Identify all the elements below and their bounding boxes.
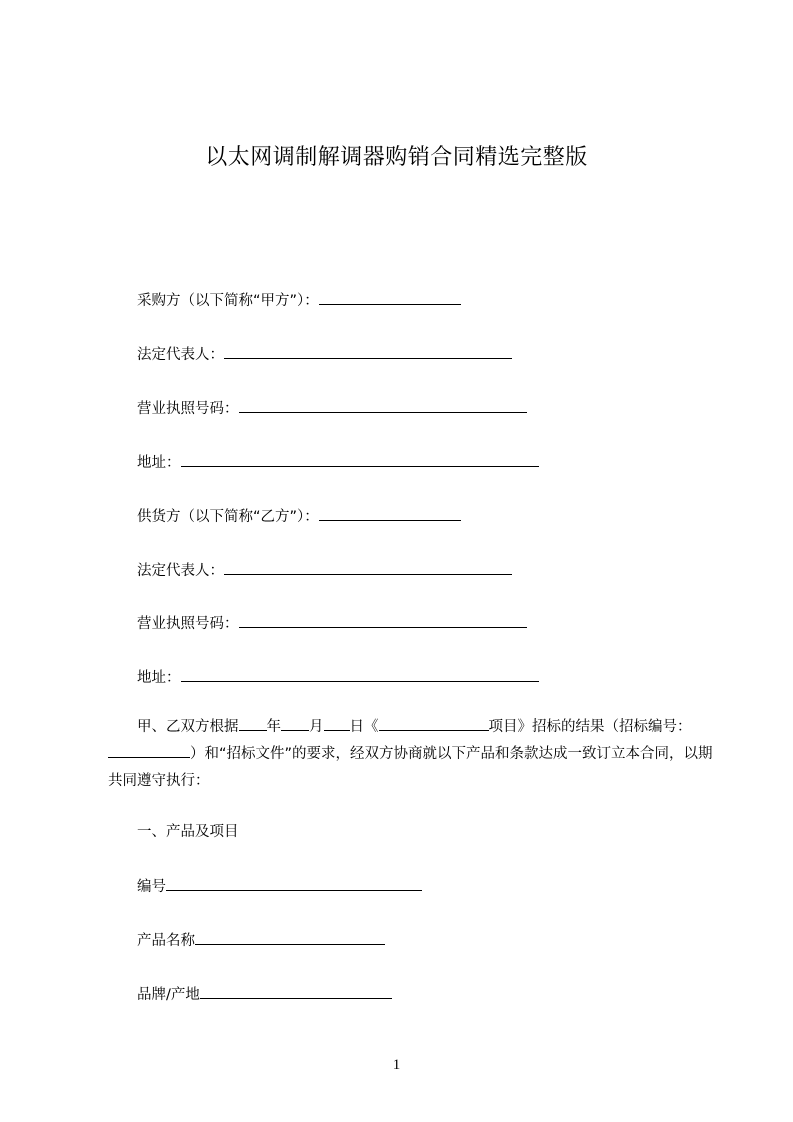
buyer-legal-rep-line: [137, 344, 512, 365]
product-name-blank[interactable]: [195, 930, 385, 945]
day-blank[interactable]: [324, 716, 350, 731]
month-blank[interactable]: [281, 716, 309, 731]
license-label: 营业执照号码：: [137, 616, 239, 632]
supplier-blank[interactable]: [319, 506, 461, 521]
buyer-license-blank[interactable]: [239, 398, 527, 413]
brand-origin-blank[interactable]: [200, 984, 392, 999]
document-title: 以太网调制解调器购销合同精选完整版: [205, 145, 588, 170]
supplier-license-blank[interactable]: [239, 613, 527, 628]
supplier-address-line: [137, 667, 539, 688]
supplier-legal-rep-line: [137, 560, 512, 581]
buyer-blank[interactable]: [319, 290, 461, 305]
supplier-license-line: [137, 613, 527, 634]
number-label: 编号: [137, 879, 166, 895]
product-name-line: [137, 930, 385, 951]
license-label: 营业执照号码：: [137, 401, 239, 417]
number-line: [137, 876, 422, 897]
legal-rep-label: 法定代表人：: [137, 563, 224, 579]
agreement-text: ）和“招标文件”的要求，经双方协商就以下产品和条款达成一致订立本合同，以期共同遵守执行：: [108, 746, 713, 789]
product-name-label: 产品名称: [137, 933, 195, 949]
supplier-address-blank[interactable]: [181, 667, 539, 682]
tender-number-blank[interactable]: [108, 743, 190, 758]
section-heading: 一、产品及项目: [137, 824, 239, 840]
agreement-text: 项目》招标的结果（招标编号：: [488, 719, 692, 735]
month-label: 月: [309, 719, 324, 735]
agreement-text: 甲、乙双方根据: [137, 719, 239, 735]
buyer-license-line: [137, 398, 527, 419]
project-blank[interactable]: [379, 716, 489, 731]
page-number: 1: [392, 1057, 401, 1073]
buyer-address-blank[interactable]: [181, 452, 539, 467]
address-label: 地址：: [137, 455, 181, 471]
brand-origin-line: [137, 984, 392, 1005]
buyer-line: [137, 290, 461, 311]
day-label: 日《: [349, 719, 379, 735]
number-blank[interactable]: [166, 876, 422, 891]
buyer-legal-rep-blank[interactable]: [224, 344, 512, 359]
brand-origin-label: 品牌/产地: [137, 987, 200, 1003]
supplier-label: 供货方（以下简称“乙方”）：: [137, 509, 319, 525]
address-label: 地址：: [137, 670, 181, 686]
buyer-label: 采购方（以下简称“甲方”）：: [137, 293, 319, 309]
supplier-line: [137, 506, 461, 527]
legal-rep-label: 法定代表人：: [137, 347, 224, 363]
year-label: 年: [266, 719, 281, 735]
agreement-paragraph: [108, 714, 713, 795]
buyer-address-line: [137, 452, 539, 473]
supplier-legal-rep-blank[interactable]: [224, 560, 512, 575]
year-blank[interactable]: [239, 716, 267, 731]
